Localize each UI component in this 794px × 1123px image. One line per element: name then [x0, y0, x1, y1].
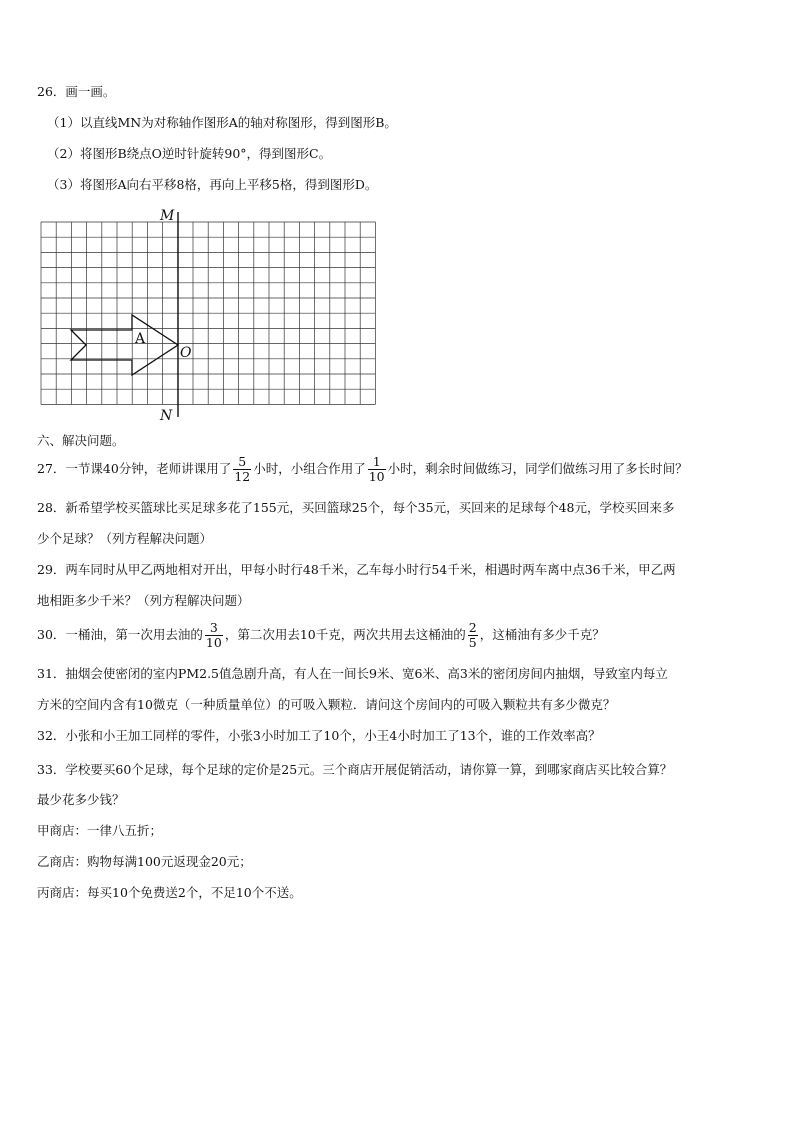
- label-m: M: [160, 208, 175, 224]
- q30-fraction-2: [468, 621, 478, 650]
- q27-fraction-1: [233, 455, 251, 484]
- q29-line2: 地相距多少千米？（列方程解决问题）: [37, 593, 250, 608]
- q30-fraction-1: [205, 621, 223, 650]
- q27-f2-num: 1: [368, 455, 386, 470]
- q27-f1-num: 5: [233, 455, 251, 470]
- q33-line1: 33．学校要买60个足球，每个足球的定价是25元。三个商店开展促销活动，请你算一算，到哪家商店买比较合算？: [37, 762, 673, 777]
- q33-shop2: 乙商店：购物每满100元返现金20元；: [37, 854, 252, 869]
- q28-line2: 少个足球？（列方程解决问题）: [37, 531, 213, 546]
- q30-f2-num: 2: [468, 620, 477, 635]
- q30-f2-den: 5: [468, 635, 477, 650]
- q26-part3: （3）将图形A向右平移8格，再向上平移5格，得到图形D。: [47, 177, 378, 192]
- q30-text-a: 30．一桶油，第一次用去油的: [37, 627, 203, 642]
- q33-shop1: 甲商店：一律八五折；: [37, 823, 163, 838]
- q30-text-c: ，这桶油有多少千克？: [479, 627, 605, 642]
- q31-line1: 31．抽烟会使密闭的室内PM2.5值急剧升高，有人在一间长9米、宽6米、高3米的密闭房间内抽烟，导致室内每立: [37, 666, 668, 681]
- q30-f1-den: 10: [205, 635, 222, 650]
- section-heading: 六、解决问题。: [37, 433, 125, 448]
- label-n: N: [160, 408, 173, 424]
- q27-text-c: 小时，剩余时间做练习，同学们做练习用了多长时间？: [387, 461, 688, 476]
- q30-text-b: ，第二次用去10千克，两次共用去这桶油的: [224, 627, 466, 642]
- q28-line1: 28．新希望学校买篮球比买足球多花了155元，买回篮球25个，每个35元，买回来的足球每个48元，学校买回来多: [37, 500, 675, 515]
- shape-a: [71, 315, 178, 375]
- q32-line1: 32．小张和小王加工同样的零件，小张3小时加工了10个，小王4小时加工了13个，谁的工作效率高？: [37, 728, 601, 743]
- grid-lines: [41, 222, 375, 404]
- q30: [37, 618, 605, 652]
- q31-line2: 方米的空间内含有10微克（一种质量单位）的可吸入颗粒．请问这个房间内的可吸入颗粒共有多少微克？: [37, 697, 616, 712]
- q26-part2: （2）将图形B绕点O逆时针旋转90°，得到图形C。: [47, 146, 332, 161]
- q30-f1-num: 3: [205, 621, 223, 636]
- q27: [37, 452, 688, 486]
- label-a: A: [135, 331, 146, 347]
- label-o: O: [180, 345, 192, 361]
- q27-fraction-2: [368, 455, 386, 484]
- q26-part1: （1）以直线MN为对称轴作图形A的轴对称图形，得到图形B。: [47, 115, 397, 130]
- q29-line1: 29．两车同时从甲乙两地相对开出，甲每小时行48千米，乙车每小时行54千米，相遇时两车离中点36千米，甲乙两: [37, 562, 676, 577]
- grid-figure: [0, 0, 794, 440]
- q33-shop3: 丙商店：每买10个免费送2个，不足10个不送。: [37, 885, 302, 900]
- q27-f2-den: 10: [368, 469, 385, 484]
- q27-text-b: 小时，小组合作用了: [253, 461, 366, 476]
- q26-title: 26．画一画。: [37, 84, 116, 99]
- q27-text-a: 27．一节课40分钟，老师讲课用了: [37, 461, 232, 476]
- q27-f1-den: 12: [234, 469, 251, 484]
- q33-line2: 最少花多少钱？: [37, 792, 125, 807]
